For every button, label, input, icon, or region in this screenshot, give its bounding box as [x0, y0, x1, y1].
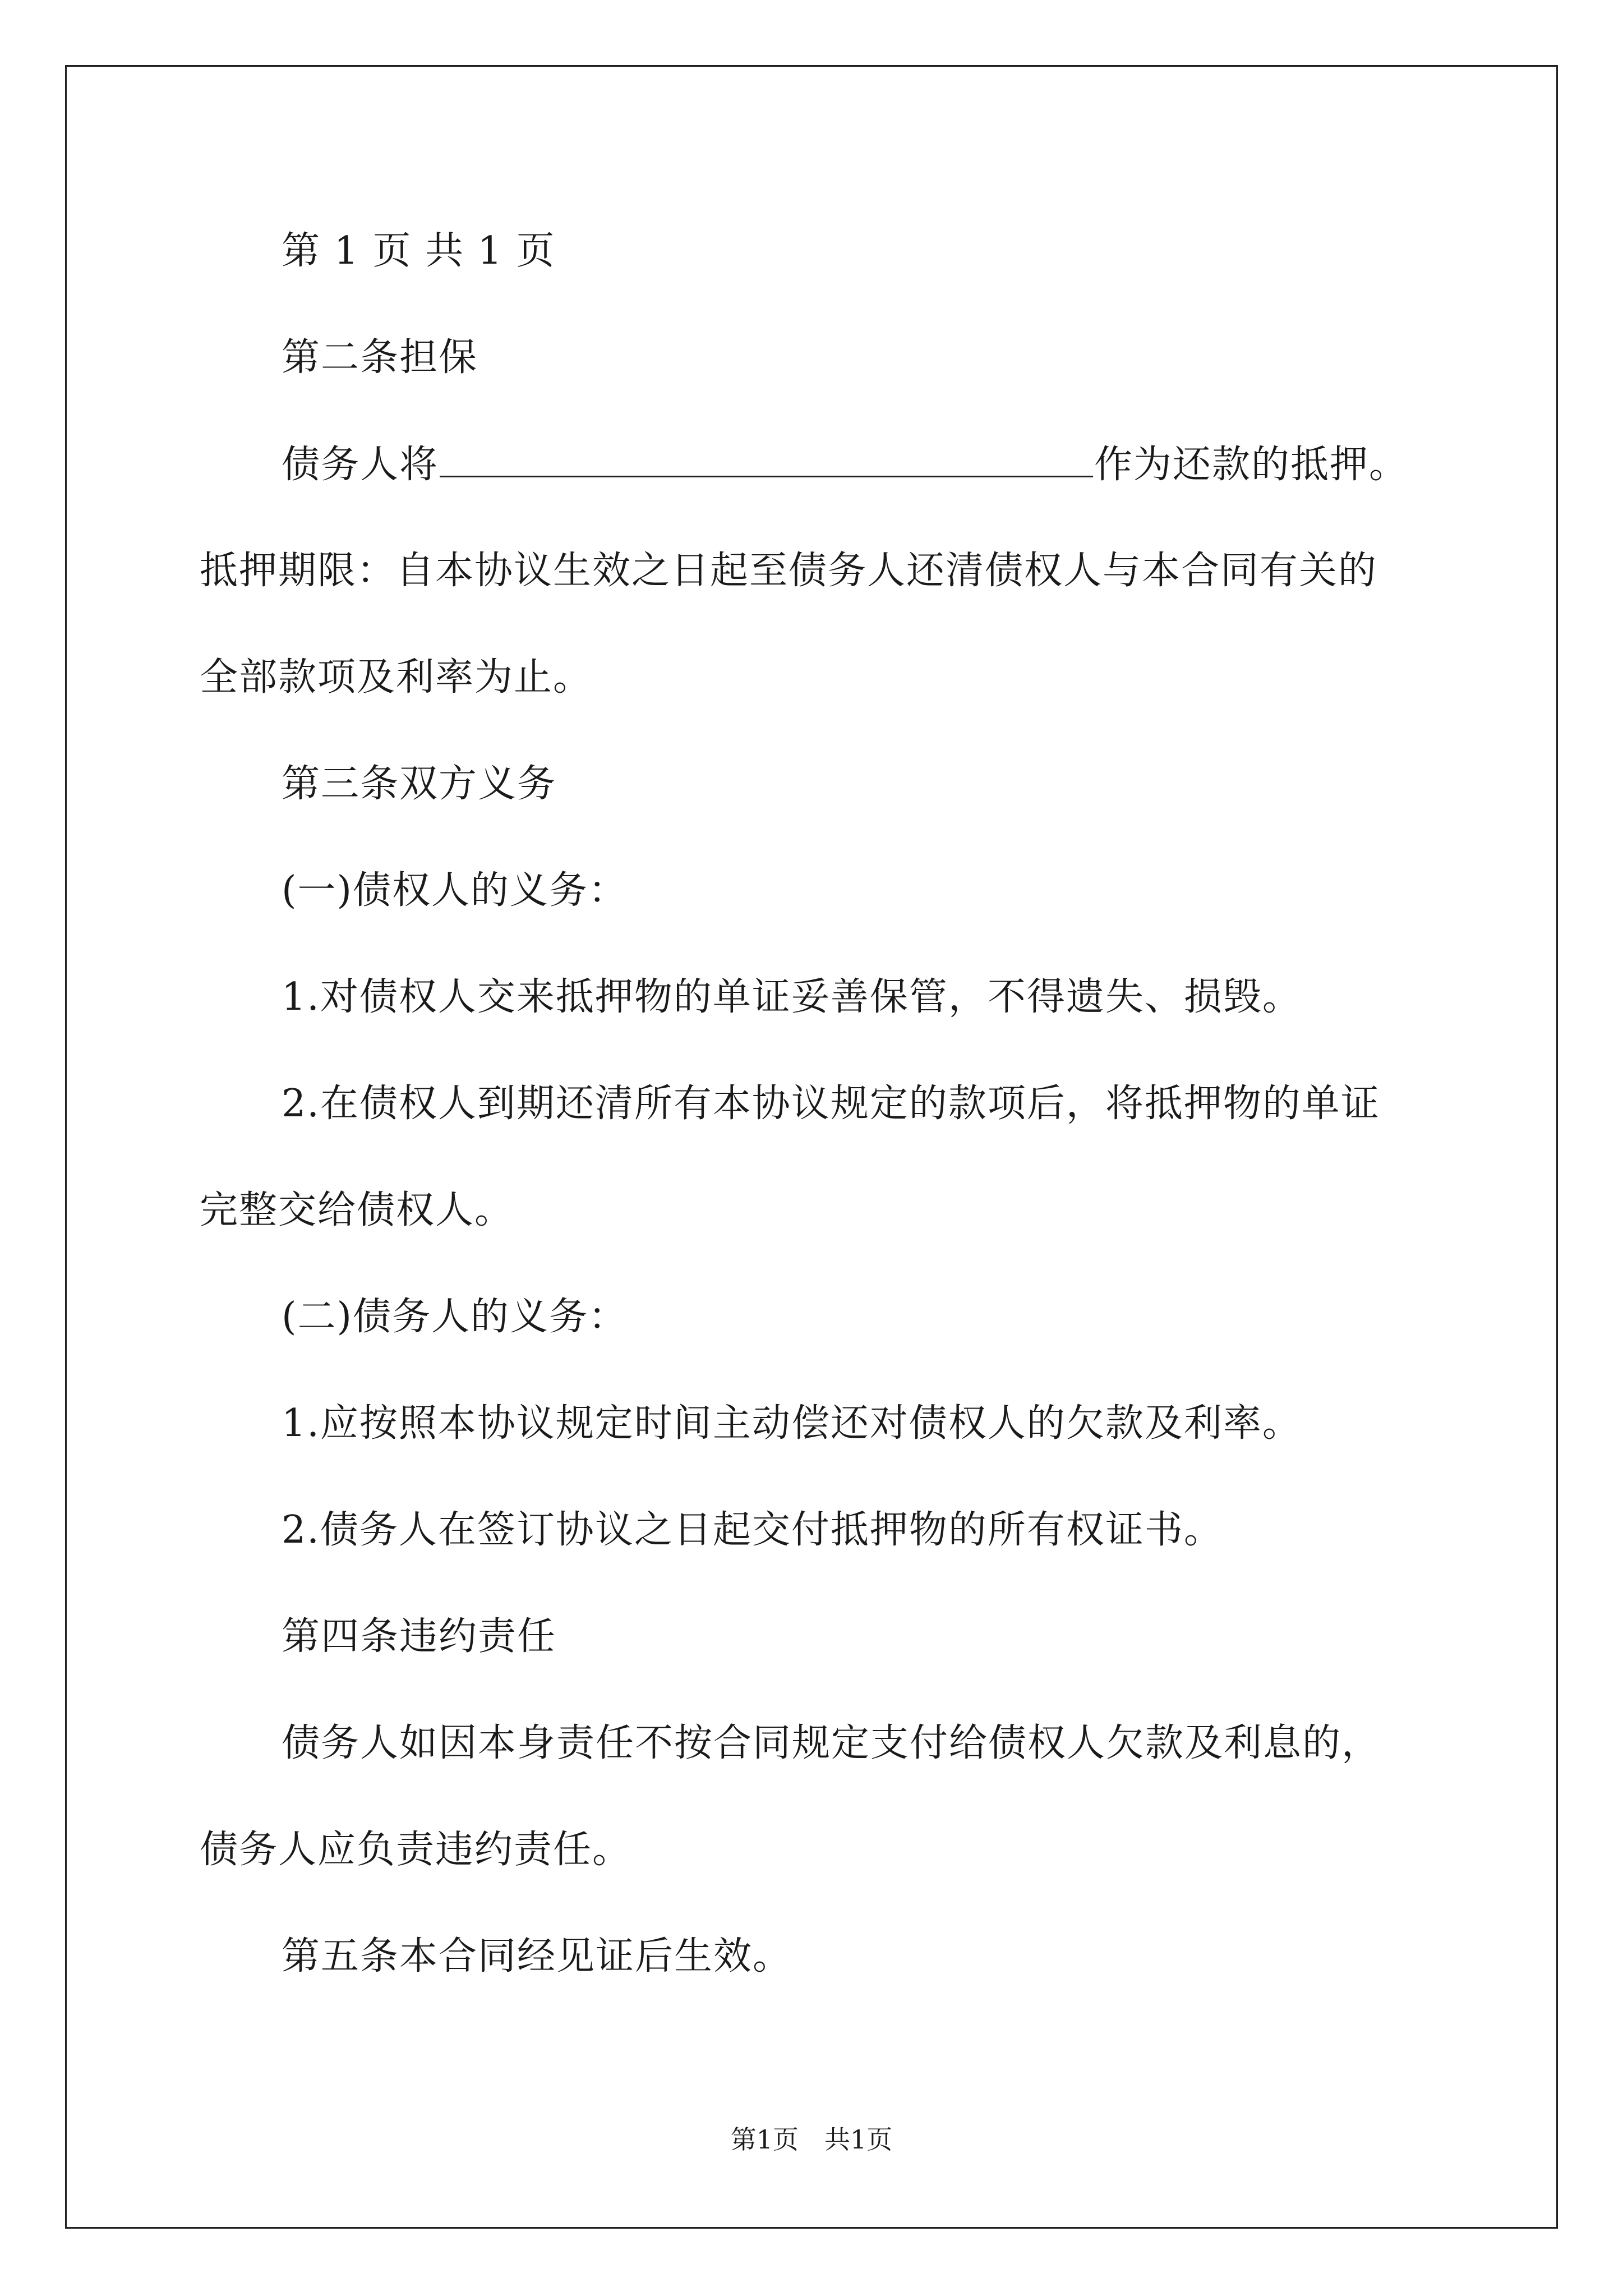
debtor-obligation-2: 2.债务人在签订协议之日起交付抵押物的所有权证书。: [282, 1508, 1223, 1552]
liability-line2: 债务人应负责违约责任。: [200, 1828, 632, 1872]
section-title-guarantee: 第二条担保: [282, 335, 478, 380]
section-title-effective: 第五条本合同经见证后生效。: [282, 1934, 792, 1978]
paragraph-collateral: [282, 442, 1408, 487]
paragraph-collateral-after: 作为还款的抵押。: [1094, 443, 1409, 487]
creditor-obligation-1: 1.对债权人交来抵押物的单证妥善保管，不得遗失、损毁。: [282, 975, 1302, 1019]
subsection-debtor-obligations: (二)债务人的义务：: [282, 1295, 628, 1339]
page-border: [65, 65, 1558, 2229]
footer-page-number: 第1页 共1页: [730, 2124, 893, 2155]
collateral-blank-field[interactable]: [440, 442, 1093, 477]
creditor-obligation-2-line1: 2.在债权人到期还清所有本协议规定的款项后，将抵押物的单证: [282, 1082, 1380, 1126]
section-title-obligations: 第三条双方义务: [282, 762, 557, 806]
paragraph-term-line2: 全部款项及利率为止。: [200, 655, 593, 700]
liability-line1: 债务人如因本身责任不按合同规定支付给债权人欠款及利息的，: [282, 1721, 1381, 1765]
creditor-obligation-2-line2: 完整交给债权人。: [200, 1188, 514, 1232]
paragraph-term-line1: 抵押期限：自本协议生效之日起至债务人还清债权人与本合同有关的: [200, 549, 1378, 593]
debtor-obligation-1: 1.应按照本协议规定时间主动偿还对债权人的欠款及利率。: [282, 1401, 1302, 1446]
section-title-liability: 第四条违约责任: [282, 1614, 557, 1659]
subsection-creditor-obligations: (一)债权人的义务：: [282, 868, 628, 913]
header-page-number: 第 1 页 共 1 页: [282, 229, 556, 273]
paragraph-collateral-before: 债务人将: [282, 443, 439, 487]
